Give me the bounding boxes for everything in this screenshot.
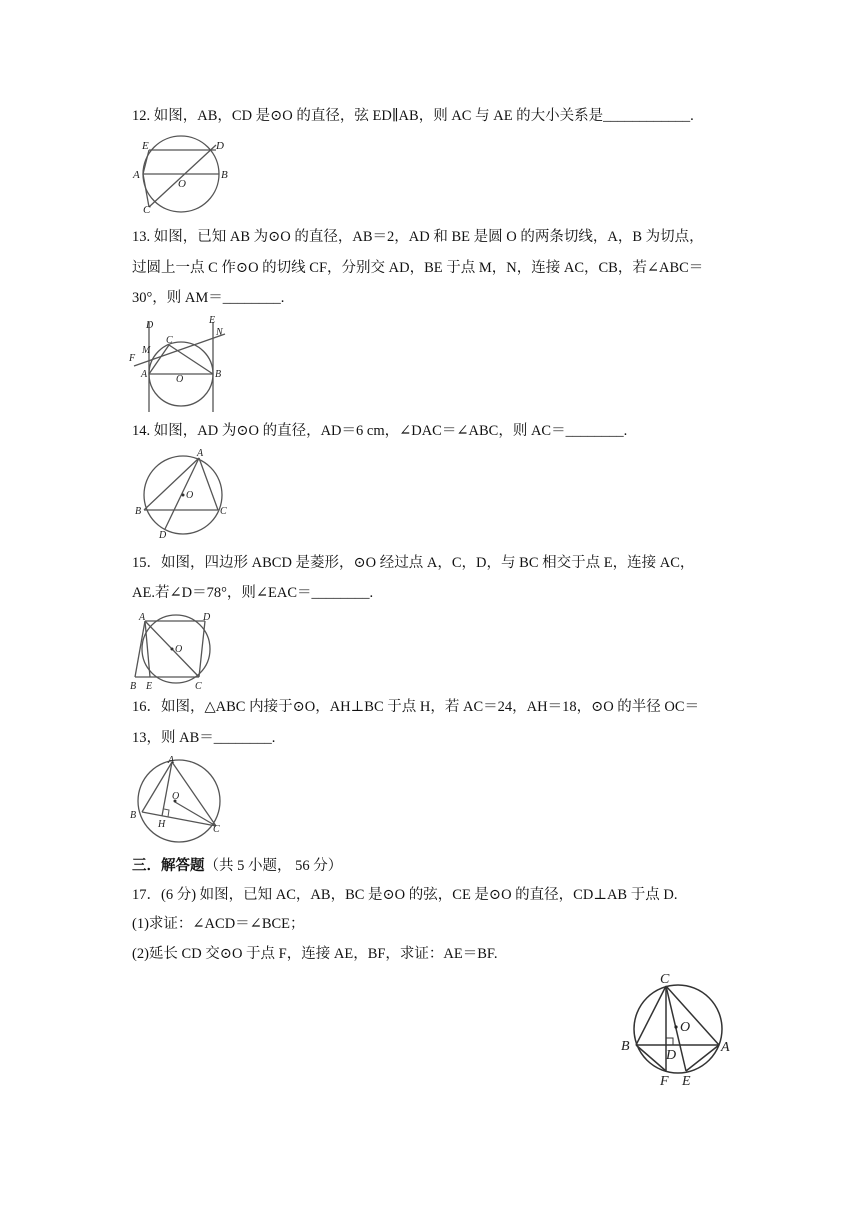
q12-line-1: 12. 如图，AB，CD 是⊙O 的直径，弦 ED∥AB，则 AC 与 AE 的大小关系是____________. [132, 108, 694, 124]
q17-label-e: E [682, 1074, 691, 1089]
q13-line-1: 13. 如图，已知 AB 为⊙O 的直径，AB＝2，AD 和 BE 是圆 O 的两条切线，A，B 为切点， [132, 229, 704, 245]
q15-label-b: B [130, 681, 137, 691]
q13-label-a: A [141, 369, 148, 380]
q16-line-1: 16．如图，△ABC 内接于⊙O，AH⊥BC 于点 H，若 AC＝24，AH＝18，⊙O 的半径 OC＝ [132, 699, 700, 715]
q13-label-c: C [166, 335, 173, 346]
q15-label-o: O [175, 644, 183, 655]
q14-line-1: 14. 如图，AD 为⊙O 的直径，AD＝6 cm，∠DAC＝∠ABC，则 AC＝________. [132, 423, 628, 439]
q15-label-e: E [146, 681, 153, 691]
q14-label-c: C [220, 506, 227, 517]
q17-label-f: F [660, 1074, 669, 1089]
q12-label-e: E [142, 140, 149, 152]
q16-label-c: C [213, 824, 220, 835]
q14-label-d: D [159, 530, 167, 541]
q14-label-o: O [186, 490, 194, 501]
q12-label-b: B [221, 169, 228, 181]
q15-line-1: 15．如图，四边形 ABCD 是菱形，⊙O 经过点 A，C，D，与 BC 相交于点 E，连接 AC， [132, 555, 695, 571]
q12-figure [132, 134, 232, 214]
q15-label-d: D [203, 612, 211, 623]
q16-label-o: O [172, 791, 180, 802]
q12-label-o: O [178, 178, 186, 190]
q15-figure [128, 611, 218, 691]
q17-label-d: D [666, 1048, 677, 1063]
q13-figure [128, 314, 228, 414]
q17-label-c: C [660, 972, 670, 987]
q15-line-2: AE.若∠D＝78°，则∠EAC＝________. [132, 585, 374, 601]
q14-label-b: B [135, 506, 142, 517]
q13-label-b: B [215, 369, 222, 380]
q17-line-3: (2)延长 CD 交⊙O 于点 F，连接 AE，BF，求证：AE＝BF. [132, 946, 498, 962]
section-header [132, 856, 342, 876]
q17-line-1: 17．(6 分) 如图，已知 AC，AB，BC 是⊙O 的弦，CE 是⊙O 的直径，CD⊥AB 于点 D. [132, 887, 678, 903]
q13-line-2: 过圆上一点 C 作⊙O 的切线 CF，分别交 AD，BE 于点 M，N，连接 AC，CB，若∠ABC＝ [132, 260, 704, 276]
q17-label-a: A [721, 1040, 730, 1055]
q12-label-d: D [216, 140, 224, 152]
q12-label-a: A [133, 169, 140, 181]
q13-label-d: D [146, 320, 154, 331]
q12-label-c: C [143, 204, 151, 214]
q17-label-b: B [621, 1039, 630, 1054]
q13-label-o: O [176, 374, 184, 385]
q17-figure [618, 970, 738, 1090]
q15-label-a: A [139, 612, 146, 623]
q13-label-e: E [209, 315, 216, 326]
q13-label-n: N [216, 327, 223, 338]
q16-line-2: 13，则 AB＝________. [132, 730, 276, 746]
q13-label-f: F [129, 353, 136, 364]
section-title: 三．解答题 [132, 858, 205, 874]
q14-figure [132, 447, 232, 542]
q13-line-3: 30°，则 AM＝________. [132, 290, 285, 306]
q13-label-m: M [142, 345, 151, 356]
q17-label-o: O [680, 1020, 691, 1035]
q16-figure [128, 754, 228, 844]
q16-label-a: A [168, 755, 175, 766]
q14-label-a: A [197, 448, 204, 459]
q16-label-b: B [130, 810, 137, 821]
q16-label-h: H [158, 819, 166, 830]
q15-label-c: C [195, 681, 202, 691]
q17-line-2: (1)求证：∠ACD＝∠BCE； [132, 916, 305, 932]
section-note: （共 5 小题， 56 分） [204, 858, 343, 874]
